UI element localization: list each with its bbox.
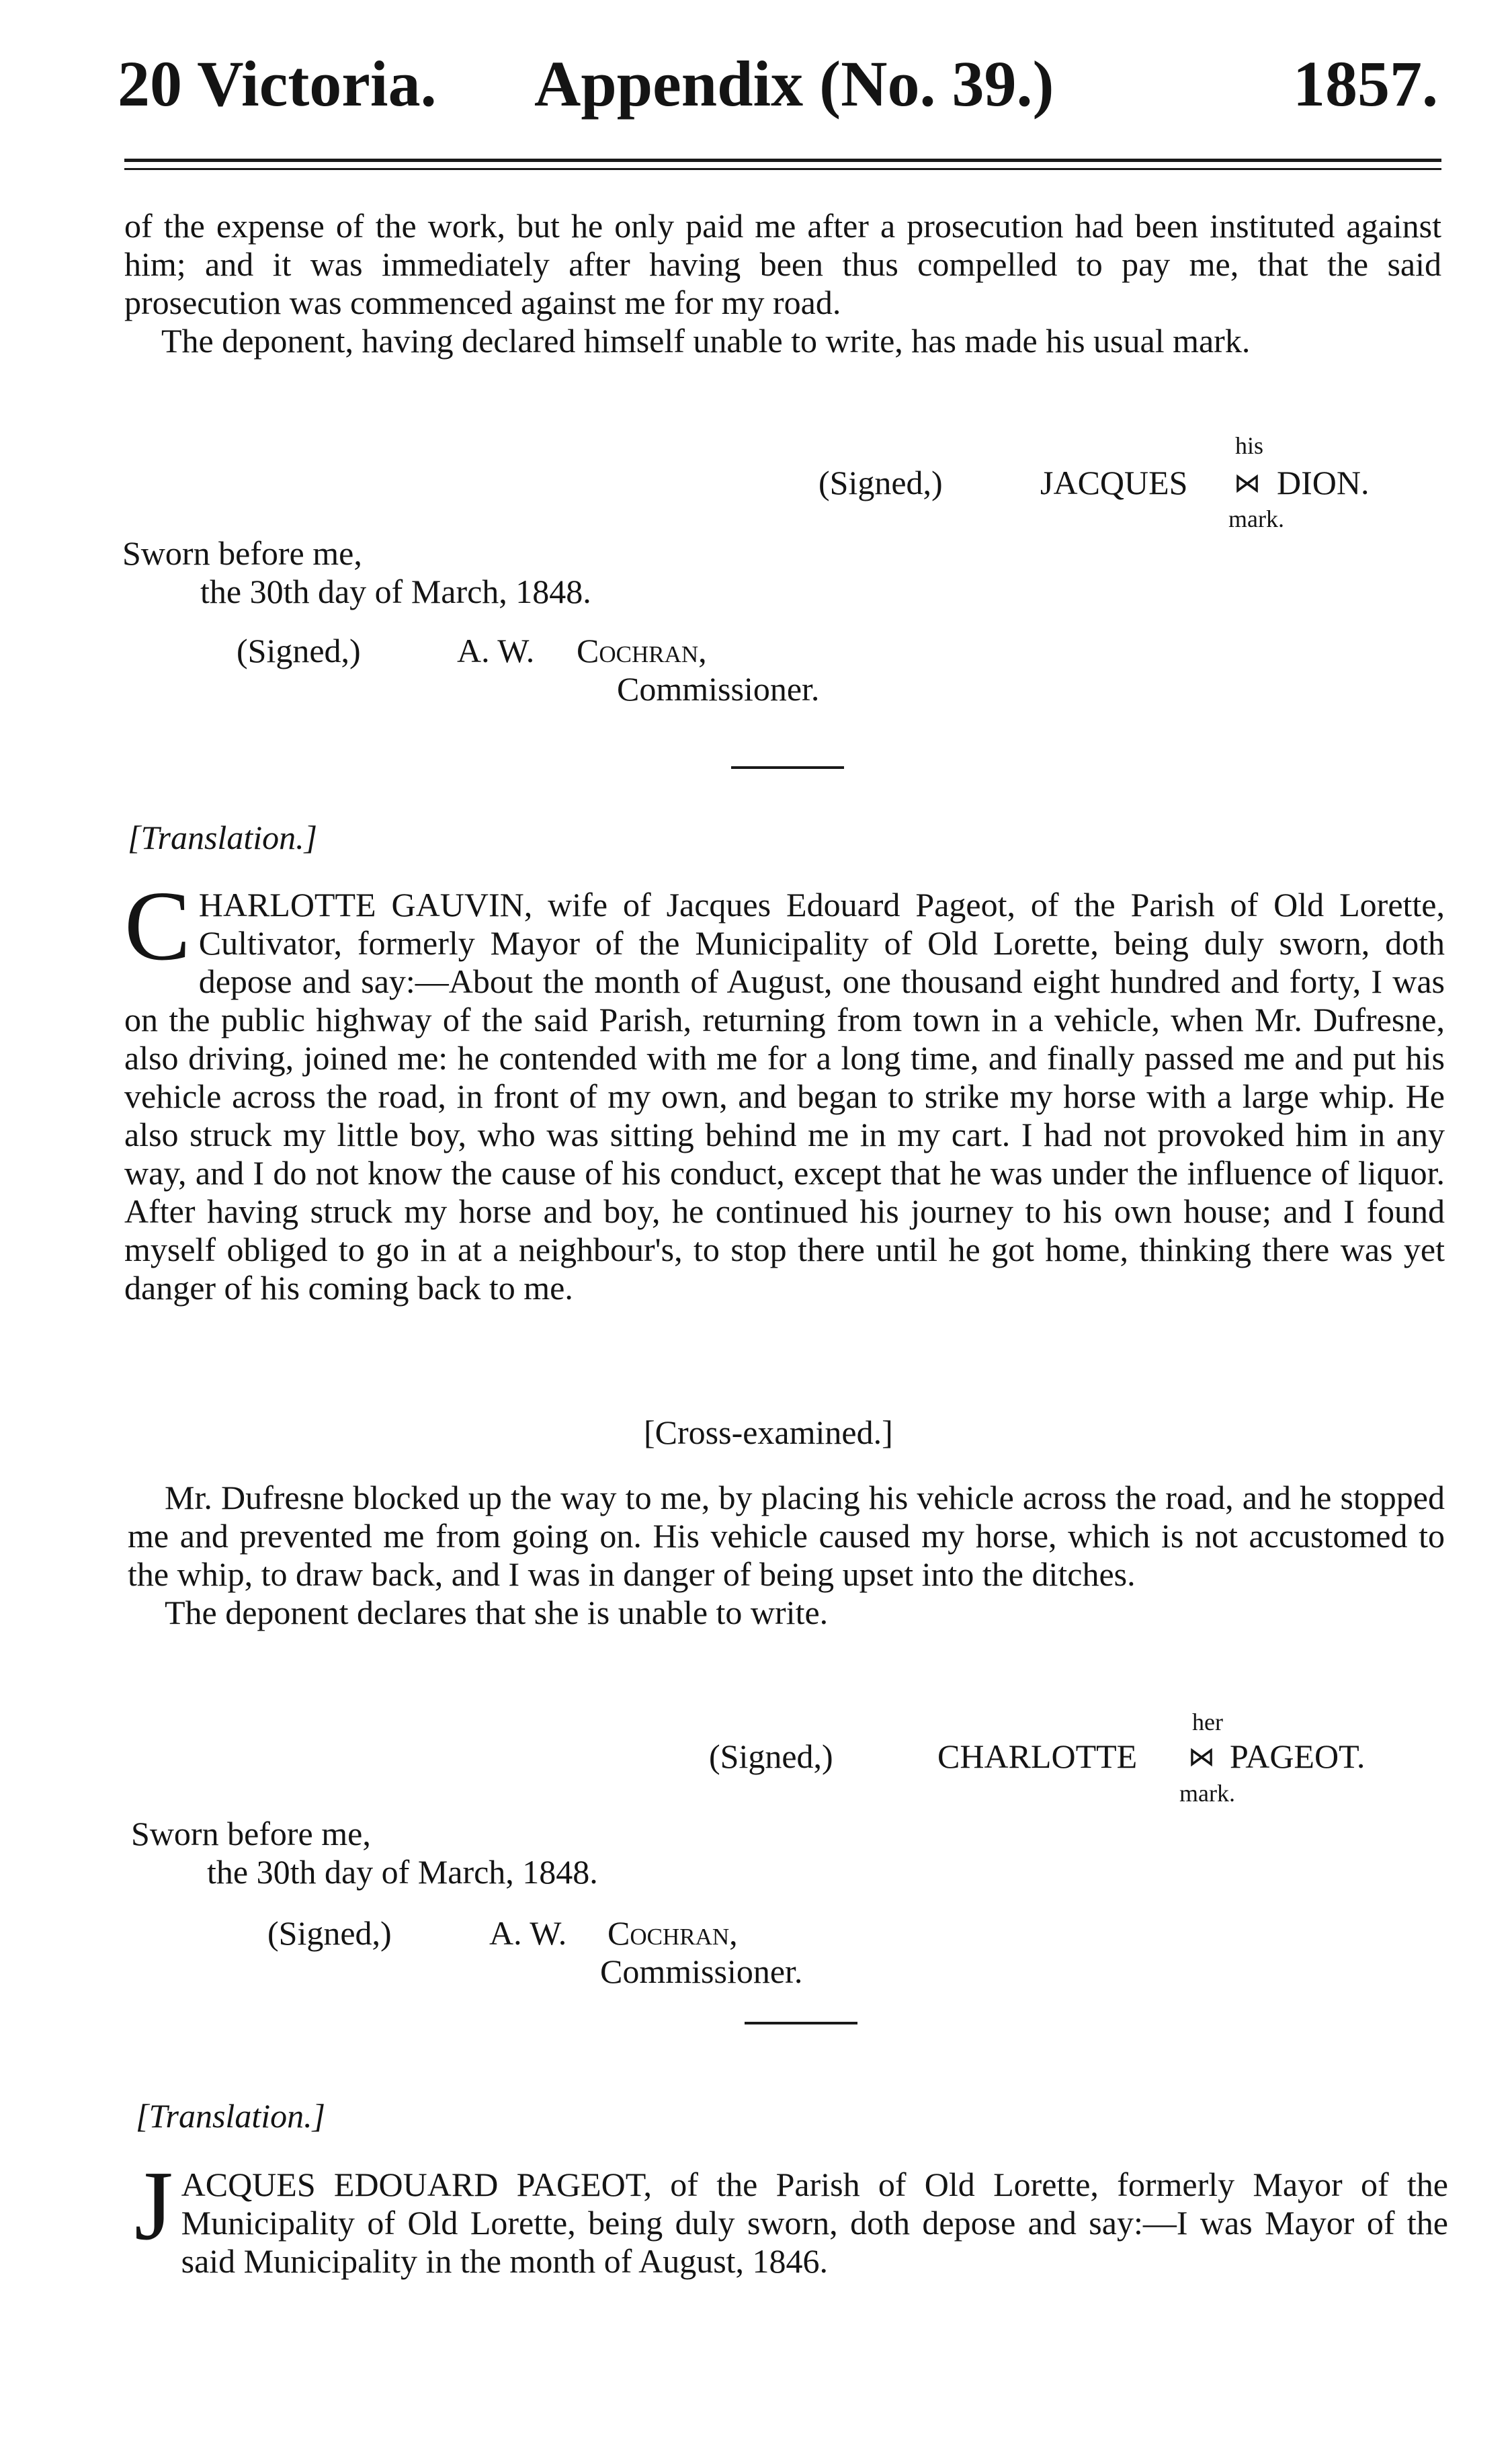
cross-examination-block <box>128 1479 1445 1632</box>
sworn-date-line-2: the 30th day of March, 1848. <box>207 1853 598 1891</box>
running-header <box>118 34 1438 134</box>
commissioner-surname-2: Cochran, <box>607 1914 738 1952</box>
drop-cap-2: J <box>134 2151 173 2261</box>
signature-his-label: his <box>1235 432 1264 459</box>
affidavit-pageot-text: ACQUES EDOUARD PAGEOT, of the Parish of Old Lorette, formerly Mayor of the Municipality of Old Lorette, being duly sworn, doth depose and say:—I was Mayor of the said Municipality in the month of August, 1846. <box>181 2166 1448 2280</box>
sworn-before-line: Sworn before me, <box>122 534 362 572</box>
header-year: 1857. <box>1293 48 1438 120</box>
cross-examination-text: Mr. Dufresne blocked up the way to me, by placing his vehicle across the road, and he stopped me and prevented me from going on. His vehicle caused my horse, which is not accustomed to the whip, to draw back, and I was in danger of being upset into the ditches. <box>128 1479 1445 1593</box>
header-appendix: Appendix (No. 39.) <box>534 48 1054 120</box>
affidavit-pageot <box>134 2151 1448 2281</box>
header-rule-thin <box>124 168 1441 170</box>
signature-mark-label: mark. <box>1228 505 1284 532</box>
deponent-mark-paragraph: The deponent, having declared himself unable to write, has made his usual mark. <box>161 322 1251 360</box>
commissioner-surname: Cochran, <box>577 632 707 669</box>
signature-her-label: her <box>1192 1709 1223 1735</box>
sworn-before-line-2: Sworn before me, <box>131 1815 371 1852</box>
signature-mark-label-2: mark. <box>1179 1780 1235 1807</box>
header-session: 20 Victoria. <box>118 48 437 120</box>
signature-name-last: DION. <box>1277 464 1370 501</box>
signed-label-2: (Signed,) <box>709 1737 833 1775</box>
deponent-declaration: The deponent declares that she is unable to write. <box>165 1594 829 1631</box>
translation-label-2: [Translation.] <box>136 2097 326 2135</box>
continuation-paragraph: of the expense of the work, but he only paid me after a prosecution had been instituted against him; and it was immediately after having been thus compelled to pay me, that the said prosecution was commenced against me for my road. <box>124 207 1441 321</box>
signature-name-first: JACQUES <box>1040 464 1188 501</box>
section-divider-2 <box>745 2022 857 2024</box>
commissioner-title-2: Commissioner. <box>600 1953 803 1990</box>
header-rule-thick <box>124 159 1441 162</box>
continuation-block <box>124 207 1441 360</box>
translation-label: [Translation.] <box>128 819 318 856</box>
affidavit-gauvin-paragraph <box>124 871 1445 1307</box>
sworn-date-line: the 30th day of March, 1848. <box>200 573 591 610</box>
affidavit-gauvin-text: HARLOTTE GAUVIN, wife of Jacques Edouard Pageot, of the Parish of Old Lorette, Cultivator, formerly Mayor of the Municipality of Old Lorette, being duly sworn, doth depose and say:—About the month of August, one thousand eight hundred and forty, I was on the public highway of the said Parish, returning from town in a vehicle, when Mr. Dufresne, also driving, joined me: he contended with me for a long time, and finally passed me and put his vehicle across the road, in front of my own, and began to strike my horse with a large whip. He also struck my little boy, who was sitting behind me in my cart. I had not provoked him in any way, and I do not know the cause of his conduct, except that he was under the influence of liquor. After having struck my horse and boy, he continued his journey to his own house; and I found myself obliged to go in at a neighbour's, to stop there until he got home, thinking there was yet danger of his coming back to me. <box>124 886 1445 1307</box>
commissioner-initials: A. W. <box>457 632 535 669</box>
mark-symbol-2: ⋈ <box>1188 1742 1215 1772</box>
affidavit-pageot-paragraph <box>134 2151 1448 2281</box>
commissioner-title: Commissioner. <box>617 670 820 708</box>
cross-examined-heading: [Cross-examined.] <box>644 1414 893 1451</box>
commissioner-signed-label: (Signed,) <box>237 632 361 669</box>
commissioner-initials-2: A. W. <box>489 1914 567 1952</box>
drop-cap: C <box>124 871 191 981</box>
section-divider <box>731 766 844 769</box>
commissioner-signed-label-2: (Signed,) <box>267 1914 392 1952</box>
signed-label: (Signed,) <box>818 464 943 501</box>
mark-symbol: ⋈ <box>1234 468 1261 498</box>
signature-name-last-2: PAGEOT. <box>1230 1737 1366 1775</box>
signature-name-first-2: CHARLOTTE <box>937 1737 1138 1775</box>
affidavit-gauvin <box>124 871 1445 1307</box>
